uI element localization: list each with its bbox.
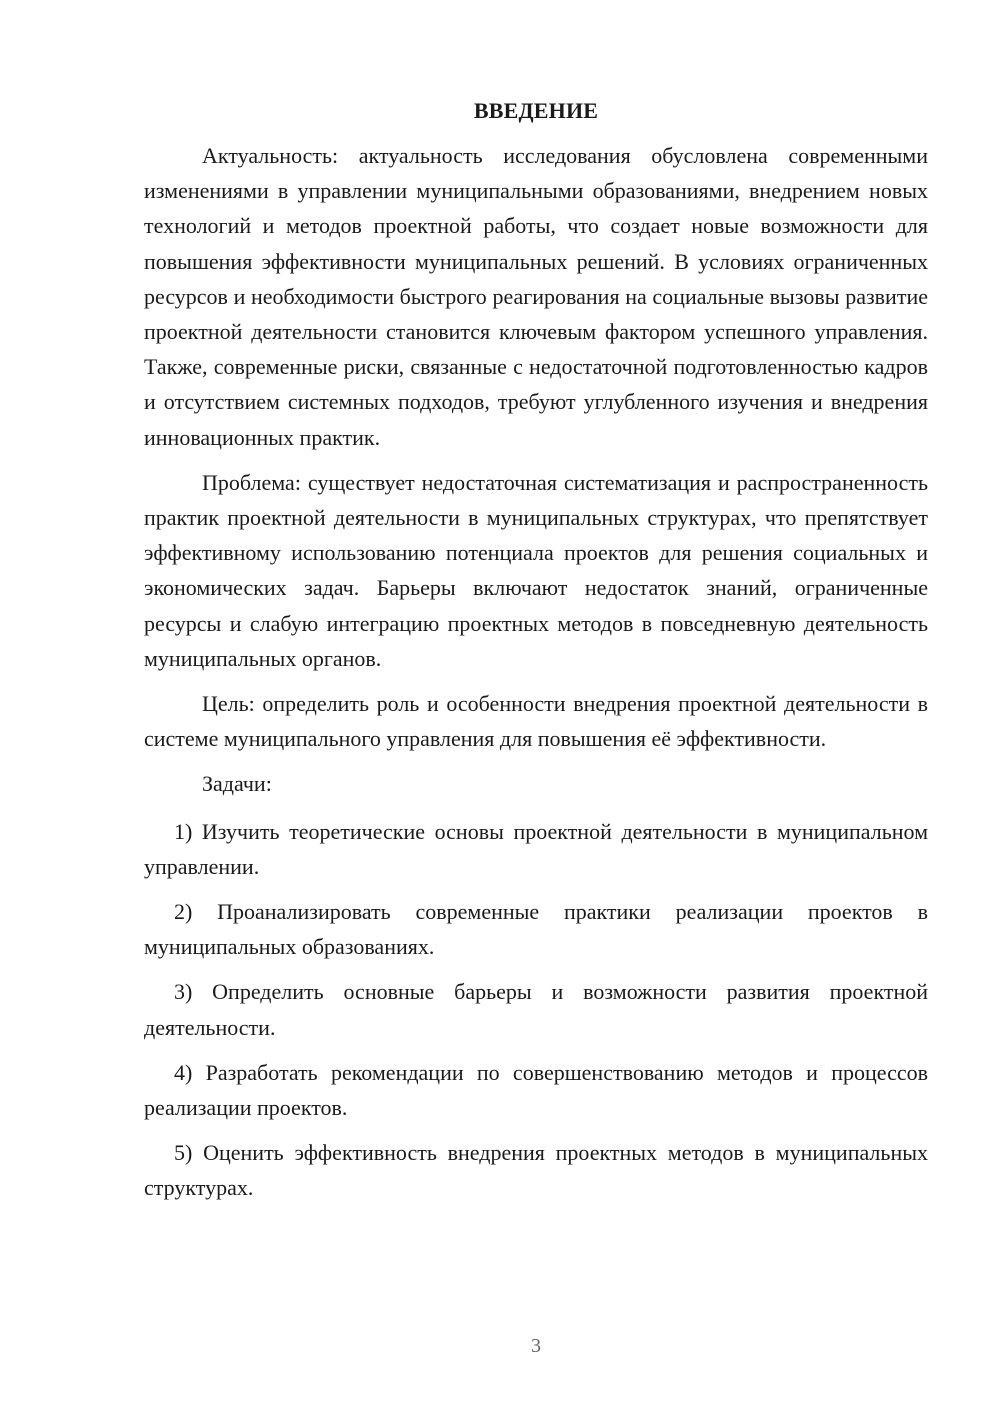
task-item-4: 4) Разработать рекомендации по совершенствованию методов и процессов реализации проектов.: [144, 1059, 928, 1121]
task-item-1: 1) Изучить теоретические основы проектной деятельности в муниципальном управлении.: [144, 818, 928, 879]
page-number: 3: [531, 1335, 541, 1357]
task-item-5: 5) Оценить эффективность внедрения проектных методов в муниципальных структурах.: [144, 1140, 928, 1201]
relevance-paragraph: Актуальность: актуальность исследования обусловлена современными изменениями в управлении муниципальными образованиями, внедрением новых технологий и методов проектной работы, что создает новые возможности для повышения эффективности муниципальных решений. В условиях ограниченных ресурсов и необходимости быстрого реагирования на социальные вызовы развитие проектной деятельности становится ключевым фактором успешного управления. Также, современные риски, связанные с недостаточной подготовленностью кадров и отсутствием системных подходов, требуют углубленного изучения и внедрения инновационных практик.: [144, 143, 928, 450]
page-title: ВВЕДЕНИЕ: [473, 98, 599, 123]
task-item-3: 3) Определить основные барьеры и возможности развития проектной деятельности.: [144, 979, 928, 1040]
task-item-2: 2) Проанализировать современные практики реализации проектов в муниципальных образованиях.: [144, 899, 928, 960]
goal-paragraph: Цель: определить роль и особенности внедрения проектной деятельности в системе муниципального управления для повышения её эффективности.: [144, 691, 928, 752]
page-content: [144, 96, 928, 1216]
tasks-label: Задачи:: [202, 771, 272, 797]
problem-paragraph: Проблема: существует недостаточная систематизация и распространенность практик проектной деятельности в муниципальных структурах, что препятствует эффективному использованию потенциала проектов для решения социальных и экономических задач. Барьеры включают недостаток знаний, ограниченные ресурсы и слабую интеграцию проектных методов в повседневную деятельность муниципальных органов.: [144, 469, 928, 671]
